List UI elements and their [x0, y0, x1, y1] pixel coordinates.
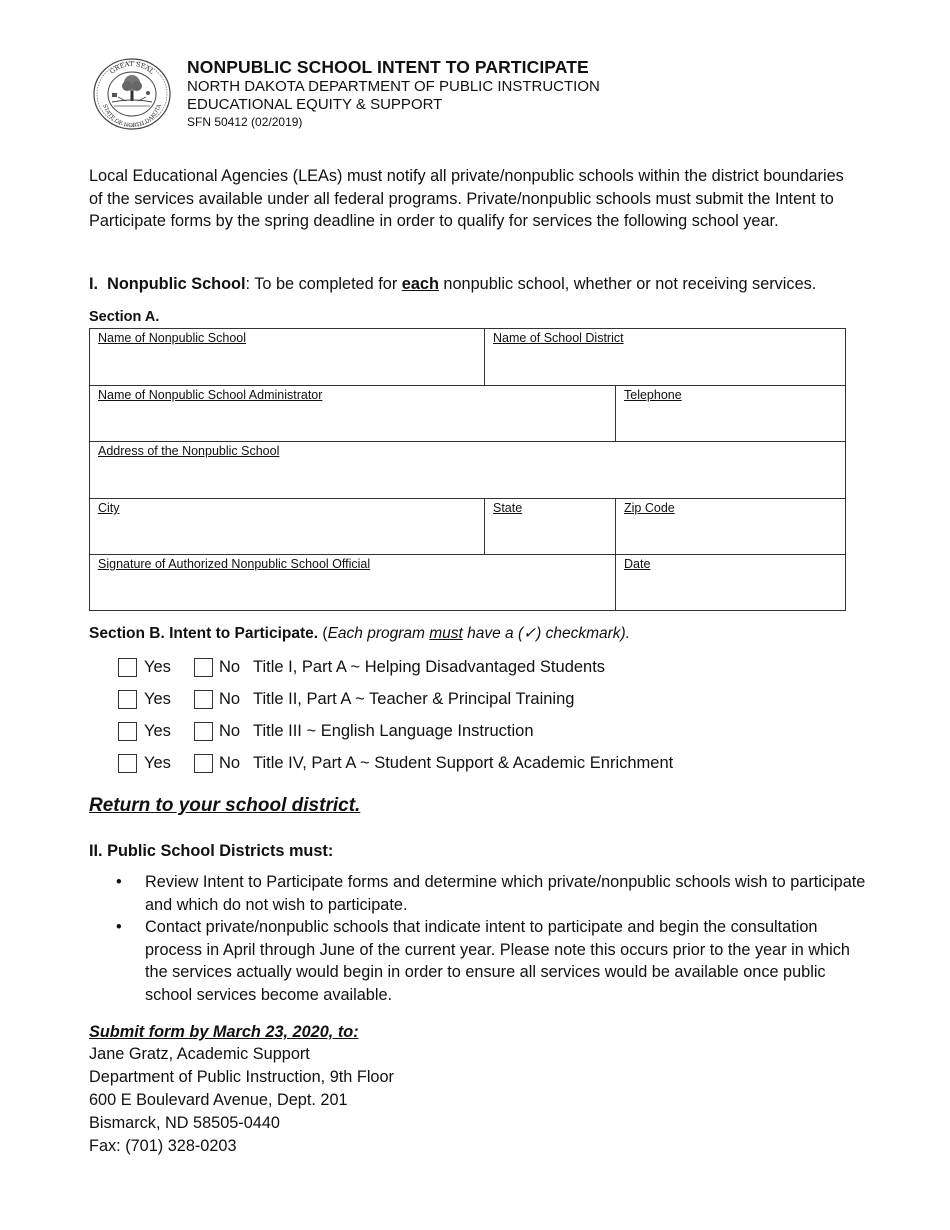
mailing-address — [89, 1043, 394, 1158]
yes-label: Yes — [144, 721, 171, 740]
state-label: State — [493, 501, 523, 515]
section-2-heading: II. Public School Districts must: — [89, 842, 334, 860]
address-label: Address of the Nonpublic School — [98, 444, 280, 458]
address-line: Department of Public Instruction, 9th Floor — [89, 1068, 394, 1086]
telephone-field[interactable] — [616, 386, 846, 442]
signature-field[interactable] — [90, 555, 615, 611]
seal-bottom-text: STATE OF NORTH DAKOTA — [101, 103, 163, 130]
no-label: No — [219, 753, 241, 772]
school-name-field[interactable] — [90, 329, 484, 385]
program-row — [118, 655, 605, 679]
school-name-label: Name of Nonpublic School — [98, 331, 246, 345]
date-field[interactable] — [616, 555, 846, 611]
section-b-instruction-must: must — [429, 625, 463, 642]
address-field[interactable] — [90, 442, 846, 498]
state-field[interactable] — [485, 499, 615, 555]
yes-label: Yes — [144, 753, 171, 772]
yes-label: Yes — [144, 689, 171, 708]
program-title: Title IV, Part A ~ Student Support & Academic Enrichment — [253, 753, 674, 772]
district-name-field[interactable] — [485, 329, 846, 385]
bullet-icon: • — [116, 873, 122, 891]
bullet-icon: • — [116, 918, 122, 937]
no-checkbox[interactable] — [194, 658, 213, 677]
requirement-text: Review Intent to Participate forms and determine which private/nonpublic schools wish to participate and which do not wish to participate. — [145, 873, 866, 914]
program-title: Title I, Part A ~ Helping Disadvantaged Students — [253, 657, 606, 676]
form-title: NONPUBLIC SCHOOL INTENT TO PARTICIPATE — [187, 57, 589, 77]
list-item — [89, 916, 869, 1006]
no-checkbox[interactable] — [194, 690, 213, 709]
form-header — [187, 57, 600, 130]
telephone-label: Telephone — [624, 388, 682, 402]
section-b-instruction-pre: Each program — [327, 625, 430, 642]
requirement-text: Contact private/nonpublic schools that indicate intent to participate and begin the consultation process in April through June of the current year. Please note this occurs prior to the year in which the services actually would begin in order to ensure all services would be available once public school services become available. — [145, 918, 850, 1004]
section-1-title: Nonpublic School — [107, 275, 246, 293]
address-line: Jane Gratz, Academic Support — [89, 1045, 310, 1063]
state-seal-icon — [92, 57, 172, 131]
district-requirements-list — [89, 871, 869, 1007]
school-info-table — [89, 328, 846, 611]
section-1-emphasis: each — [401, 275, 439, 293]
yes-checkbox[interactable] — [118, 658, 137, 677]
section-b-heading — [89, 624, 630, 644]
seal-top-text: GREAT SEAL — [108, 59, 156, 76]
administrator-label: Name of Nonpublic School Administrator — [98, 388, 323, 402]
program-row — [118, 751, 673, 775]
section-1-text-after: nonpublic school, whether or not receiving services. — [438, 275, 817, 293]
no-checkbox[interactable] — [194, 754, 213, 773]
yes-checkbox[interactable] — [118, 754, 137, 773]
yes-label: Yes — [144, 657, 171, 676]
section-b-open-paren: ( — [318, 625, 328, 642]
no-label: No — [219, 657, 241, 676]
form-number: SFN 50412 (02/2019) — [187, 115, 303, 129]
no-checkbox[interactable] — [194, 722, 213, 741]
program-title: Title II, Part A ~ Teacher & Principal Training — [253, 689, 575, 708]
district-name-label: Name of School District — [493, 331, 624, 345]
address-line: 600 E Boulevard Avenue, Dept. 201 — [89, 1091, 348, 1109]
city-field[interactable] — [90, 499, 484, 555]
no-label: No — [219, 689, 241, 708]
city-label: City — [98, 501, 120, 515]
address-line: Bismarck, ND 58505-0440 — [89, 1114, 280, 1132]
intro-paragraph: Local Educational Agencies (LEAs) must notify all private/nonpublic schools within the district boundaries of the services available under all federal programs. Private/nonpublic schools must submit the Intent to Participate forms by the spring deadline in order to qualify for services the following school year. — [89, 167, 844, 231]
section-1-text-before: : To be completed for — [245, 275, 402, 293]
submit-heading: Submit form by March 23, 2020, to: — [89, 1023, 359, 1041]
section-b-title: Section B. Intent to Participate. — [89, 625, 319, 642]
yes-checkbox[interactable] — [118, 722, 137, 741]
program-row — [118, 719, 534, 743]
no-label: No — [219, 721, 241, 740]
program-row — [118, 687, 574, 711]
program-title: Title III ~ English Language Instruction — [253, 721, 534, 740]
address-line: Fax: (701) 328-0203 — [89, 1137, 237, 1155]
list-item — [89, 871, 869, 916]
return-instruction: Return to your school district. — [89, 795, 361, 816]
section-1-heading — [89, 273, 816, 295]
section-1-prefix: I. — [89, 275, 108, 293]
date-label: Date — [624, 557, 651, 571]
department-name: NORTH DAKOTA DEPARTMENT OF PUBLIC INSTRUCTION — [187, 78, 600, 95]
division-name: EDUCATIONAL EQUITY & SUPPORT — [187, 96, 443, 113]
section-a-heading: Section A. — [89, 309, 160, 325]
section-b-instruction-post: have a (✓) checkmark). — [462, 625, 630, 642]
zip-code-label: Zip Code — [624, 501, 675, 515]
administrator-field[interactable] — [90, 386, 615, 442]
yes-checkbox[interactable] — [118, 690, 137, 709]
zip-code-field[interactable] — [616, 499, 846, 555]
signature-label: Signature of Authorized Nonpublic School Official — [98, 557, 371, 571]
